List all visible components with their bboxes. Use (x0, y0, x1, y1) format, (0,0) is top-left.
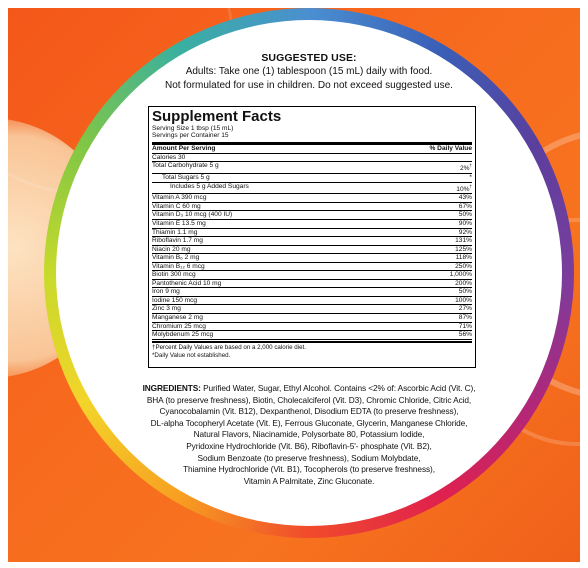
daily-value-amount: 10% (456, 185, 470, 193)
daily-value (459, 194, 472, 202)
nutrient-row (152, 297, 472, 306)
daily-value (455, 280, 472, 288)
ingredients-text: Vitamin A Palmitate, Zinc Gluconate. (243, 475, 375, 486)
daily-value-amount: 118% (455, 254, 472, 262)
nutrient-row (152, 288, 472, 297)
nutrient-name: Niacin 20 mg (152, 245, 191, 253)
daily-value-amount: * (469, 174, 472, 182)
nutrient-row (152, 305, 472, 314)
daily-value (450, 271, 472, 279)
nutrient-name: Riboflavin 1.7 mg (152, 237, 203, 245)
ingredients-line (112, 453, 506, 465)
footnote-dv-not-established: *Daily Value not established. (152, 352, 231, 360)
daily-value-amount: 125% (455, 245, 472, 253)
ingredients-text: Sodium Benzoate (to preserve freshness), Sodium Molybdate, (197, 452, 421, 463)
nutrient-row (152, 314, 472, 323)
daily-value (455, 297, 472, 305)
daily-value (459, 203, 472, 211)
nutrient-row (152, 331, 472, 340)
daily-value-amount: 27% (458, 305, 472, 313)
ingredients-text: Pyridoxine Hydrochloride (Vit. B6), Riboflavin-5'- phosphate (Vit. B2), (186, 440, 432, 451)
daily-value-amount: 250% (455, 262, 472, 270)
nutrient-name: Molybdenum 25 mcg (152, 331, 214, 339)
nutrient-row (152, 211, 472, 220)
nutrient-name: Pantothenic Acid 10 mg (152, 279, 222, 287)
daily-value (469, 174, 472, 182)
servings-per-container: Servings per Container 15 (152, 132, 229, 140)
nutrient-name: Manganese 2 mg (152, 314, 203, 322)
nutrient-name: Includes 5 g Added Sugars (170, 182, 249, 190)
ingredients-line (112, 383, 506, 395)
supplement-facts-panel (148, 106, 476, 368)
nutrient-row (152, 183, 472, 195)
nutrient-name: Total Sugars 5 g (162, 174, 210, 182)
ingredients-text: DL-alpha Tocopheryl Acetate (Vit. E), Ferrous Gluconate, Glycerin, Manganese Chloride, (150, 417, 468, 428)
nutrient-row (152, 220, 472, 229)
ingredients-line (112, 429, 506, 441)
nutrient-name: Vitamin C 60 mg (152, 202, 201, 210)
dagger-mark: † (469, 163, 472, 169)
nutrient-row (152, 174, 472, 183)
suggested-use-title: SUGGESTED USE: (261, 52, 357, 64)
daily-value-amount: 71% (458, 322, 472, 330)
nutrient-row (152, 263, 472, 272)
ingredients-text: Cyanocobalamin (Vit. B12), Dexpanthenol, Disodium EDTA (to preserve freshness), (159, 406, 459, 417)
daily-value-amount: 131% (455, 237, 472, 245)
daily-value-amount: 90% (458, 220, 472, 228)
nutrient-row (152, 154, 472, 163)
nutrient-name: Vitamin B₆ 2 mg (152, 254, 200, 262)
ingredients-label: INGREDIENTS: (142, 383, 201, 393)
ingredients-line (112, 476, 506, 488)
nutrient-name: Iodine 150 mcg (152, 296, 198, 304)
nutrient-row (152, 271, 472, 280)
serving-size: Serving Size 1 tbsp (15 mL) (152, 125, 234, 132)
nutrient-name: Calories 30 (152, 153, 186, 161)
daily-value (456, 183, 472, 194)
daily-value-amount: 87% (458, 314, 472, 322)
nutrient-name: Vitamin A 390 mcg (152, 194, 207, 202)
nutrient-row (152, 229, 472, 238)
suggested-use-line: Not formulated for use in children. Do not exceed suggested use. (165, 80, 453, 91)
daily-value (456, 254, 472, 262)
daily-value (459, 229, 472, 237)
ingredients-block (112, 383, 506, 487)
nutrient-name: Vitamin E 13.5 mg (152, 220, 206, 228)
amount-per-serving-heading: Amount Per Serving (152, 144, 216, 152)
nutrient-row (152, 162, 472, 174)
daily-value-amount: 100% (455, 296, 472, 304)
ingredients-line (112, 406, 506, 418)
supplement-facts-title: Supplement Facts (152, 108, 282, 125)
dagger-mark: † (469, 183, 472, 189)
facts-header (152, 145, 472, 154)
nutrient-name: Zinc 3 mg (152, 305, 181, 313)
daily-value (459, 288, 472, 296)
thick-divider (152, 341, 472, 344)
nutrient-name: Iron 9 mg (152, 288, 180, 296)
nutrient-row (152, 203, 472, 212)
ingredients-line (112, 418, 506, 430)
daily-value-heading: % Daily Value (429, 144, 472, 152)
daily-value-amount: 92% (458, 228, 472, 236)
daily-value-amount: 200% (455, 279, 472, 287)
nutrient-row (152, 246, 472, 255)
nutrient-row (152, 254, 472, 263)
facts-rows (152, 154, 472, 340)
footnote-percent-dv: †Percent Daily Values are based on a 2,000 calorie diet. (152, 344, 306, 352)
ingredients-text: Natural Flavors, Niacinamide, Polysorbate 80, Potassium Iodide, (193, 429, 425, 440)
daily-value-amount: 43% (458, 194, 472, 202)
daily-value-amount: 2% (459, 165, 470, 173)
daily-value-amount: 1,000% (449, 271, 472, 279)
daily-value (455, 237, 472, 245)
daily-value (459, 331, 472, 339)
daily-value (460, 162, 472, 173)
daily-value-amount: 50% (458, 288, 472, 296)
nutrient-row (152, 280, 472, 289)
ingredients-line (112, 395, 506, 407)
nutrient-name: Vitamin B₁₂ 6 mcg (152, 262, 205, 270)
daily-value-amount: 56% (458, 331, 472, 339)
nutrient-name: Chromium 25 mcg (152, 322, 206, 330)
daily-value (455, 246, 472, 254)
daily-value (459, 211, 472, 219)
ingredients-text: Purified Water, Sugar, Ethyl Alcohol. Contains <2% of: Ascorbic Acid (Vit. C), (203, 383, 476, 393)
nutrient-row (152, 237, 472, 246)
nutrient-row (152, 194, 472, 203)
nutrient-name: Vitamin D₃ 10 mcg (400 IU) (152, 211, 233, 219)
nutrient-name: Biotin 300 mcg (152, 271, 196, 279)
daily-value (459, 305, 472, 313)
nutrient-row (152, 323, 472, 332)
ingredients-text: Thiamine Hydrochloride (Vit. B1), Tocopherols (to preserve freshness), (183, 464, 435, 475)
daily-value-amount: 50% (458, 211, 472, 219)
nutrient-name: Total Carbohydrate 5 g (152, 162, 219, 170)
daily-value (455, 263, 472, 271)
ingredients-text: BHA (to preserve freshness), Biotin, Cholecalciferol (Vit. D3), Chromic Chloride, Citric Acid, (146, 394, 472, 405)
suggested-use-line: Adults: Take one (1) tablespoon (15 mL) daily with food. (185, 66, 433, 77)
daily-value (459, 314, 472, 322)
daily-value (459, 220, 472, 228)
daily-value-amount: 67% (458, 202, 472, 210)
nutrient-name: Thiamin 1.1 mg (152, 228, 198, 236)
daily-value (459, 323, 472, 331)
label-content (56, 20, 562, 526)
ingredients-line (112, 441, 506, 453)
ingredients-line (112, 464, 506, 476)
